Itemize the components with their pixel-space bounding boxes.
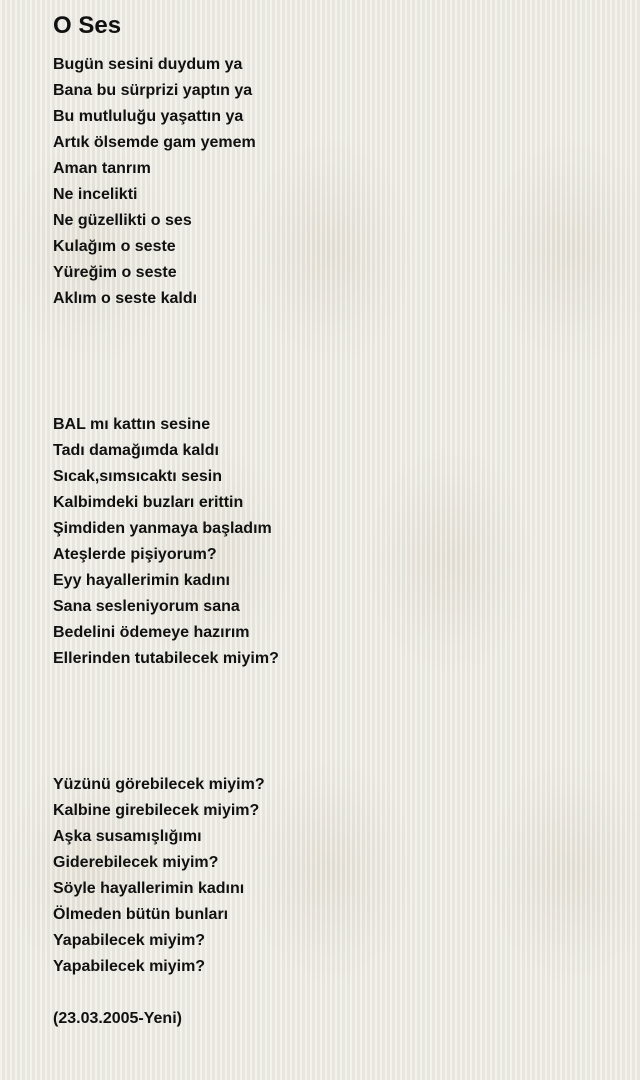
poem-line: Ateşlerde pişiyorum? — [53, 546, 217, 563]
poem-line: Yüreğim o seste — [53, 264, 177, 281]
poem-line: BAL mı kattın sesine — [53, 416, 211, 433]
poem-line: Kalbine girebilecek miyim? — [53, 802, 260, 819]
poem-date: (23.03.2005-Yeni) — [53, 1010, 182, 1027]
poem-line: Ne güzellikti o ses — [53, 212, 192, 229]
poem-line: Bu mutluluğu yaşattın ya — [53, 108, 244, 125]
poem-line: Aman tanrım — [53, 160, 151, 177]
poem-line: Giderebilecek miyim? — [53, 854, 219, 871]
poem-line: Bana bu sürprizi yaptın ya — [53, 82, 253, 99]
poem-line: Ölmeden bütün bunları — [53, 906, 229, 923]
poem-line: Sıcak,sımsıcaktı sesin — [53, 468, 222, 485]
poem-line: Söyle hayallerimin kadını — [53, 880, 245, 897]
stanza-2 — [53, 412, 613, 672]
stanza-1 — [53, 52, 613, 312]
poem-title: O Ses — [53, 12, 122, 39]
poem-line: Ne incelikti — [53, 186, 138, 203]
poem-line: Bugün sesini duydum ya — [53, 56, 243, 73]
poem-line: Ellerinden tutabilecek miyim? — [53, 650, 279, 667]
poem-line: Aklım o seste kaldı — [53, 290, 198, 307]
poem-line: Tadı damağımda kaldı — [53, 442, 219, 459]
poem-line: Aşka susamışlığımı — [53, 828, 202, 845]
poem-line: Kulağım o seste — [53, 238, 176, 255]
stanza-3 — [53, 772, 613, 980]
poem-line: Kalbimdeki buzları erittin — [53, 494, 244, 511]
poem-line: Artık ölsemde gam yemem — [53, 134, 256, 151]
poem-container — [53, 10, 613, 1032]
poem-line: Yapabilecek miyim? — [53, 958, 206, 975]
poem-line: Bedelini ödemeye hazırım — [53, 624, 250, 641]
poem-line: Sana sesleniyorum sana — [53, 598, 240, 615]
poem-line: Yüzünü görebilecek miyim? — [53, 776, 265, 793]
poem-line: Şimdiden yanmaya başladım — [53, 520, 272, 537]
poem-line: Yapabilecek miyim? — [53, 932, 206, 949]
poem-line: Eyy hayallerimin kadını — [53, 572, 230, 589]
